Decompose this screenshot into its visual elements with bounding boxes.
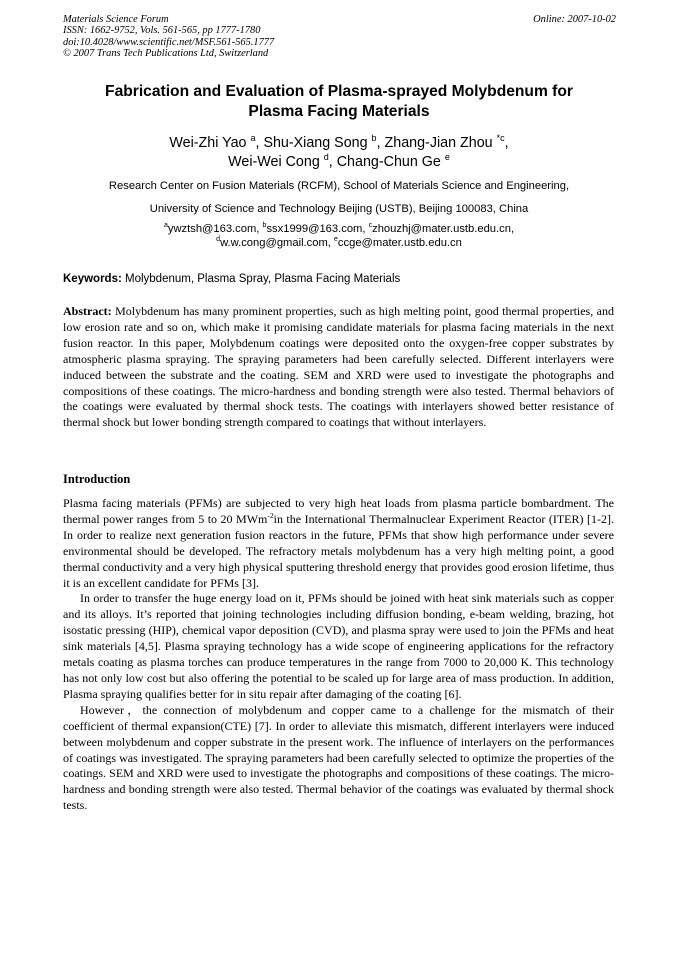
author-separator: , [376, 135, 385, 151]
email-address: w.w.cong@gmail.com, [220, 237, 335, 249]
copyright-line: © 2007 Trans Tech Publications Ltd, Switzerland [63, 48, 269, 60]
intro-paragraph-1 [63, 496, 614, 591]
intro-paragraph-3: However，the connection of molybdenum and copper came to a challenge for the mismatch of their coefficient of thermal expansion(CTE) [7]. In order to alleviate this mismatch, different interlayers were induced between molybdenum and copper substrate in the present work. The influence of interlayers on the performances of coatings was investigated. The spraying parameters had been carefully selected to optimize the properties of the coatings. SEM and XRD were used to investigate the photographs and compositions of these coatings. The micro-hardness and bonding strength were also tested. Thermal behavior of the coatings was evaluated by thermal shock tests. [63, 702, 614, 813]
keywords-text: Molybdenum, Plasma Spray, Plasma Facing Materials [121, 273, 401, 285]
abstract [63, 304, 614, 431]
journal-name: Materials Science Forum [63, 14, 169, 25]
author-name: Zhang-Jian Zhou [384, 135, 497, 151]
author-marker: a [250, 133, 256, 143]
author-marker: b [371, 133, 377, 143]
author-name: Chang-Chun Ge [336, 154, 445, 170]
author-separator: , [504, 135, 509, 151]
author-marker: e [444, 152, 450, 162]
email-address: ssx1999@163.com, [266, 223, 369, 235]
author-list [60, 134, 618, 172]
doi-line: doi:10.4028/www.scientific.net/MSF.561-565.1777 [63, 36, 275, 48]
author-separator: , [255, 135, 264, 151]
author-separator: , [328, 154, 337, 170]
abstract-label: Abstract: [63, 304, 112, 318]
introduction-heading: Introduction [63, 472, 131, 486]
email-line-1 [40, 222, 638, 236]
email-address: ywztsh@163.com, [167, 223, 263, 235]
title-line-2: Plasma Facing Materials [248, 103, 430, 120]
email-marker: c [368, 222, 373, 229]
journal-header [63, 14, 274, 60]
keywords-label: Keywords: [63, 273, 122, 285]
email-marker: e [334, 236, 338, 243]
author-line-1 [60, 134, 618, 153]
issn-line: ISSN: 1662-9752, Vols. 561-565, pp 1777-1780 [63, 25, 261, 37]
author-marker: *c [496, 133, 505, 143]
title-line-1: Fabrication and Evaluation of Plasma-sprayed Molybdenum for [105, 83, 573, 100]
keywords-line [63, 273, 400, 285]
affiliation-line-2: University of Science and Technology Beijing (USTB), Beijing 100083, China [149, 203, 529, 215]
author-marker: d [323, 152, 329, 162]
author-emails [40, 222, 638, 250]
author-name: Wei-Wei Cong [228, 154, 324, 170]
author-line-2 [60, 153, 618, 172]
email-line-2 [40, 236, 638, 250]
intro-paragraph-2: In order to transfer the huge energy load on it, PFMs should be joined with heat sink materials such as copper and its alloys. It’s reported that joining technologies including diffusion bonding, e-beam welding, brazing, hot isostatic pressing (HIP), chemical vapor deposition (CVD), and plasma spray were used to join the PFMs and heat sink materials [4,5]. Plasma spraying technology has a wide scope of engineering applications for the refractory metals coating as plasma torches can produce temperatures in the range from 7000 to 20,000 K. This technology has not only low cost but also offering the potential to be scaled up for large area of mass production. In addition, Plasma spraying qualifies better for in situ repair after damaging of the coating [6]. [63, 591, 614, 701]
online-date: Online: 2007-10-02 [533, 14, 616, 25]
paper-title [70, 82, 608, 122]
email-address: zhouzhj@mater.ustb.edu.cn, [372, 223, 515, 235]
affiliation-line-1: Research Center on Fusion Materials (RCFM), School of Materials Science and Engineering, [108, 180, 570, 192]
email-marker: a [163, 222, 168, 229]
author-name: Wei-Zhi Yao [169, 135, 251, 151]
email-marker: d [216, 236, 221, 243]
email-marker: b [262, 222, 267, 229]
abstract-text: Molybdenum has many prominent properties, such as high melting point, good thermal properties, and low erosion rate and so on, which make it promising candidate materials for plasma facing materials in the next fusion reactor. In this paper, Molybdenum coatings were deposited onto the oxygen-free copper substrates by atmospheric plasma spraying. The spraying parameters had been carefully selected. Different interlayers were induced between the substrate and the coating. SEM and XRD were used to investigate the photographs and compositions of these coatings. The micro-hardness and bonding strength were also tested. Thermal behaviors of the coatings were evaluated by thermal shock tests. The coatings with interlayers showed better resistance of thermal shock but lower bonding strength compared to coatings that without interlayers. [63, 304, 614, 430]
intro-p1-text-b: in the International Thermalnuclear Experiment Reactor (ITER) [1-2]. In order to realize next generation fusion reactors in the future, PFMs that show high performance under severe environmental should be developed. The refractory metals molybdenum has a very high melting point, a good thermal conductivity and a very high physical sputtering threshold energy that provides good erosion lifetime, thus it is an excellent candidate for PFMs [3]. [63, 511, 614, 590]
introduction-body [63, 496, 614, 814]
author-name: Shu-Xiang Song [263, 135, 372, 151]
intro-p1-text-a: Plasma facing materials (PFMs) are subjected to very high heat loads from plasma particle bombardment. The thermal power ranges from 5 to 20 MWm [63, 496, 614, 526]
email-address: ccge@mater.ustb.edu.cn [337, 237, 462, 249]
abstract-paragraph [63, 304, 614, 431]
unit-superscript: -2 [267, 510, 274, 520]
